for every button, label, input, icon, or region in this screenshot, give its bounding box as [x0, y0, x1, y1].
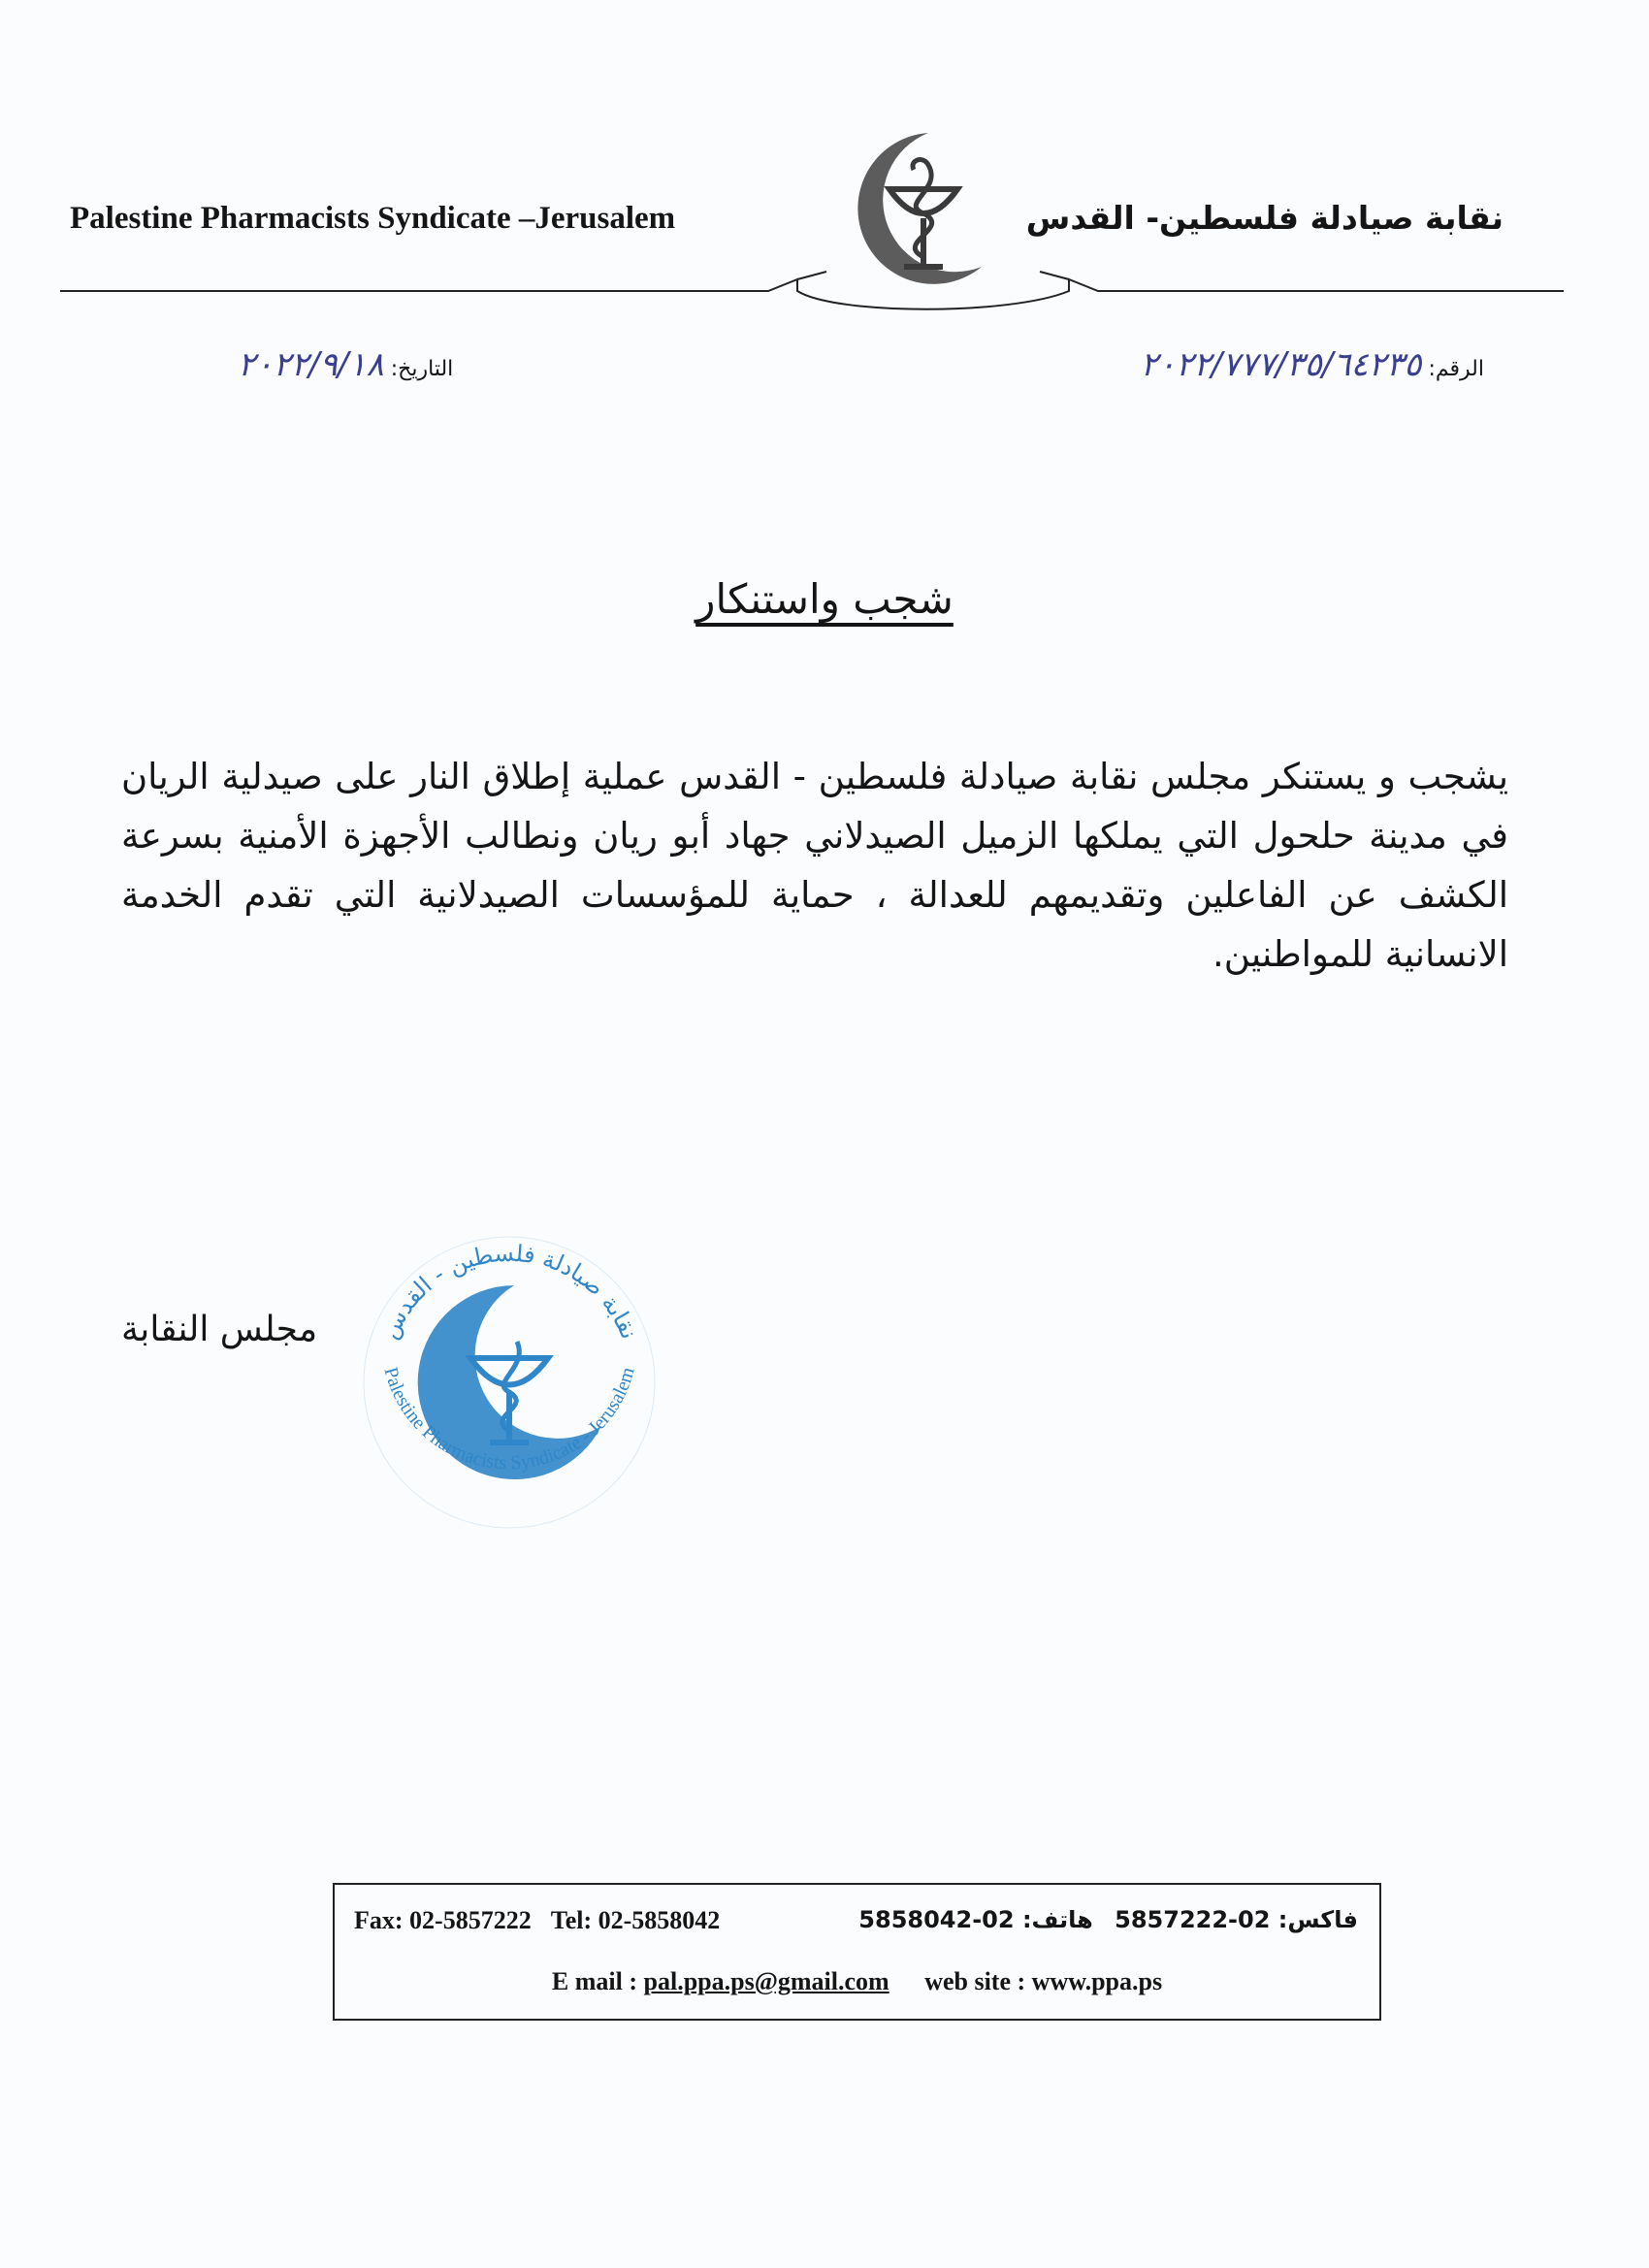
stamp-english-text: Palestine Pharmacists Syndicate - Jerusalem [379, 1364, 639, 1474]
tel-ar-number: 02-5858042 [858, 1906, 1015, 1933]
date-label: التاريخ: [390, 357, 454, 381]
stamp-arabic-text: نقابة صيادلة فلسطين - القدس [375, 1239, 643, 1344]
website-label: web site : [924, 1967, 1026, 1995]
fax-number: 02-5857222 [409, 1906, 532, 1934]
date-value: ٢٠٢٢/٩/١٨ [238, 345, 384, 384]
contact-footer [333, 1883, 1381, 2021]
reference-number [1140, 345, 1484, 384]
document-body: يشجب و يستنكر مجلس نقابة صيادلة فلسطين - القدس عملية إطلاق النار على صيدلية الريان في مدينة حلحول التي يملكها الزميل الصيدلاني جهاد أبو ريان ونطالب الأجهزة الأمنية بسرعة الكشف عن الفاعلين وتقديمهم للعدالة ، حماية للمؤسسات الصيدلانية التي تقدم الخدمة الانسانية للمواطنين. [121, 756, 1508, 975]
tel-ar-label: هاتف: [1021, 1906, 1093, 1933]
reference-number-label: الرقم: [1428, 357, 1484, 381]
tel-number: 02-5858042 [598, 1906, 721, 1934]
email-link[interactable]: pal.ppa.ps@gmail.com [643, 1967, 889, 1995]
contact-line-web [335, 1967, 1379, 1996]
syndicate-name-english: Palestine Pharmacists Syndicate –Jerusalem [70, 201, 676, 236]
email-label: E mail : [551, 1967, 638, 1995]
document-date [238, 345, 453, 384]
website-link[interactable]: www.ppa.ps [1031, 1967, 1163, 1995]
fax-label: Fax: [354, 1906, 404, 1934]
svg-text:نقابة صيادلة فلسطين - القدس [375, 1240, 643, 1344]
syndicate-name-arabic: نقابة صيادلة فلسطين- القدس [1025, 199, 1504, 237]
document-title-wrap [0, 575, 1649, 623]
tel-label: Tel: [550, 1906, 593, 1934]
document-title: شجب واستنكار [695, 575, 954, 623]
contact-line-english [354, 1906, 720, 1935]
signature: مجلس النقابة [121, 1310, 318, 1349]
header-divider [60, 262, 1564, 320]
official-stamp-icon [344, 1217, 674, 1547]
reference-number-value: ٢٠٢٢/٧٧٧/٣٥/٦٤٢٣٥ [1140, 345, 1422, 384]
contact-line-arabic [858, 1906, 1358, 1933]
fax-ar-label: فاكس: [1277, 1906, 1358, 1933]
fax-ar-number: 02-5857222 [1115, 1906, 1271, 1933]
